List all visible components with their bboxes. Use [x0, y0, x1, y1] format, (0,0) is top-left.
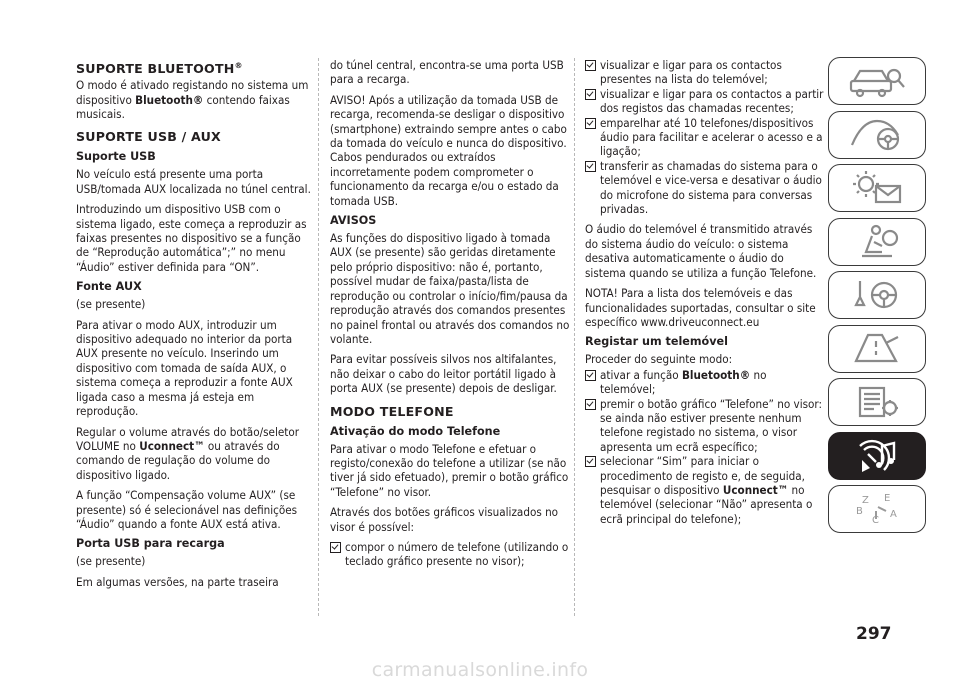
- paragraph-volume: Regular o volume através do botão/seletor VOLUME no Uconnect™ ou através do comando de regulação do volume do dispositivo ligado.: [76, 424, 300, 482]
- column-divider: [574, 58, 576, 616]
- list-item-premir-telefone: premir o botão gráfico “Telefone” no visor: se ainda não estiver presente nenhum telefone registado no sistema, o visor apresenta um ecrã específico;: [585, 397, 825, 455]
- paragraph-usb-port: No veículo está presente uma porta USB/tomada AUX localizada no túnel central.: [76, 167, 311, 196]
- road-car-icon: [842, 329, 912, 369]
- tab-technical-data[interactable]: [828, 378, 926, 426]
- tab-index[interactable]: [828, 485, 926, 533]
- heading-suporte-bluetooth: SUPORTE BLUETOOTH®: [76, 61, 243, 77]
- paragraph-se-presente: (se presente): [76, 297, 146, 312]
- list-item-selecionar-sim: selecionar “Sim” para iniciar o procedimento de registo e, de seguida, pesquisar o dispositivo Uconnect™ no telemóvel (selecionar “Não” apresenta o ecrã principal do telefone);: [585, 454, 825, 526]
- checkbox-bullet-icon: [585, 161, 596, 172]
- paragraph-atraves: Através dos botões gráficos visualizados no visor é possível:: [330, 505, 559, 534]
- heading-suporte-usb-aux: SUPORTE USB / AUX: [76, 129, 221, 145]
- page-number: 297: [856, 624, 892, 644]
- airbag-seat-icon: [842, 222, 912, 262]
- list-item-compor: compor o número de telefone (utilizando o teclado gráfico presente no visor);: [330, 540, 570, 569]
- checkbox-bullet-icon: [585, 89, 596, 100]
- dashboard-car-icon: [842, 61, 912, 101]
- heading-modo-telefone: MODO TELEFONE: [330, 403, 454, 419]
- column-right: [585, 58, 825, 526]
- watermark: carmanualsonline.info: [371, 659, 589, 681]
- subheading-suporte-usb: Suporte USB: [76, 150, 156, 164]
- tab-multimedia[interactable]: [828, 432, 926, 480]
- tab-dashboard[interactable]: [828, 57, 926, 105]
- list-item-emparelhar: emparelhar até 10 telefones/dispositivos áudio para facilitar e acelerar o acesso e a ligação;: [585, 116, 825, 159]
- checkbox-bullet-icon: [330, 542, 341, 553]
- tab-steering[interactable]: [828, 111, 926, 159]
- chapter-tabs: [828, 57, 926, 539]
- subheading-ativacao: Ativação do modo Telefone: [330, 424, 501, 438]
- paragraph-usb-autoplay: Introduzindo um dispositivo USB com o sistema ligado, este começa a reproduzir as faixas presentes no dispositivo se a função de “Reprodução automática”;” no menu “Áudio” estiver definida para “ON”.: [76, 202, 307, 274]
- checkbox-bullet-icon: [585, 370, 596, 381]
- warning-lights-icon: [842, 168, 912, 208]
- tab-airbag[interactable]: [828, 218, 926, 266]
- checkbox-bullet-icon: [585, 399, 596, 410]
- paragraph-algumas-versoes: Em algumas versões, na parte traseira: [76, 574, 279, 589]
- checkbox-bullet-icon: [585, 118, 596, 129]
- paragraph-aviso: AVISO! Após a utilização da tomada USB de recarga, recomenda-se desligar o dispositivo (smartphone) extraindo sempre antes o cabo da tomada do veículo e nunca do dispositivo. Cabos pendurados ou extraídos incorretamente podem comprometer o funcionamento da recarga e/ou o estado da tomada USB.: [330, 92, 567, 208]
- list-item-visualizar-registos: visualizar e ligar para os contactos a partir dos registos das chamadas recentes;: [585, 87, 825, 116]
- svg-text:C: C: [872, 515, 879, 526]
- paragraph-bluetooth: O modo é ativado registando no sistema um dispositivo Bluetooth® contendo faixas musicais.: [76, 78, 309, 121]
- subheading-fonte-aux: Fonte AUX: [76, 280, 142, 294]
- service-wrench-icon: [842, 275, 912, 315]
- paragraph-proceder: Proceder do seguinte modo:: [585, 352, 733, 367]
- column-middle: [330, 58, 570, 569]
- subheading-porta-usb-recarga: Porta USB para recarga: [76, 537, 225, 551]
- multimedia-icon: [842, 436, 912, 476]
- svg-text:A: A: [890, 509, 897, 520]
- paragraph-avisos-1: As funções do dispositivo ligado à tomada AUX (se presente) são geridas diretamente pelo próprio dispositivo: não é, portanto, possível mudar de faixa/pasta/lista de reprodução ou controlar o início/fim/pausa da reprodução através dos comandos presentes no painel frontal ou através dos comandos no volante.: [330, 231, 570, 346]
- index-alphabet-icon: [842, 489, 912, 529]
- svg-text:B: B: [856, 506, 863, 517]
- subheading-registar: Registar um telemóvel: [585, 335, 728, 349]
- list-item-visualizar-lista: visualizar e ligar para os contactos presentes na lista do telemóvel;: [585, 58, 825, 87]
- paragraph-nota: NOTA! Para a lista dos telemóveis e das funcionalidades suportadas, consultar o site específico www.driveuconnect.eu: [585, 286, 816, 329]
- svg-text:E: E: [884, 493, 891, 504]
- checkbox-bullet-icon: [585, 60, 596, 71]
- paragraph-se-presente-2: (se presente): [76, 554, 146, 569]
- tab-lights-messages[interactable]: [828, 164, 926, 212]
- column-divider: [318, 58, 320, 616]
- paragraph-ativacao: Para ativar o modo Telefone e efetuar o registo/conexão do telefone a utilizar (se não tiver já sido efetuado), premir o botão gráfico “Telefone” no visor.: [330, 441, 569, 499]
- subheading-avisos: AVISOS: [330, 214, 377, 228]
- paragraph-aux-activate: Para ativar o modo AUX, introduzir um dispositivo adequado no interior da porta AUX presente no veículo. Inserindo um dispositivo com tomada de saída AUX, o sistema começa a reproduzir a fonte AUX ligada caso a mesma já esteja em reprodução.: [76, 317, 293, 419]
- list-item-ativar-bluetooth: ativar a função Bluetooth® no telemóvel;: [585, 368, 825, 397]
- list-item-transferir: transferir as chamadas do sistema para o telemóvel e vice-versa e desativar o áudio do microfone do sistema para conversas privadas.: [585, 159, 825, 217]
- checkbox-bullet-icon: [585, 456, 596, 467]
- steering-wheel-icon: [842, 115, 912, 155]
- paragraph-tunel-central: do túnel central, encontra-se uma porta USB para a recarga.: [330, 58, 564, 87]
- paragraph-avisos-2: Para evitar possíveis silvos nos altifalantes, não deixar o cabo do leitor portátil ligado à porta AUX (se presente) depois de desligar.: [330, 352, 557, 396]
- svg-text:Z: Z: [862, 495, 869, 506]
- column-left: [76, 58, 316, 595]
- paragraph-compensacao: A função “Compensação volume AUX” (se presente) só é selecionável nas definições “Áudio” quando a fonte AUX está ativa.: [76, 488, 298, 531]
- spec-sheet-icon: [842, 382, 912, 422]
- tab-service[interactable]: [828, 271, 926, 319]
- tab-emergency[interactable]: [828, 325, 926, 373]
- paragraph-audio-telemovel: O áudio do telemóvel é transmitido através do sistema áudio do veículo: o sistema desativa automaticamente o áudio do sistema quando se utiliza a função Telefone.: [585, 222, 817, 280]
